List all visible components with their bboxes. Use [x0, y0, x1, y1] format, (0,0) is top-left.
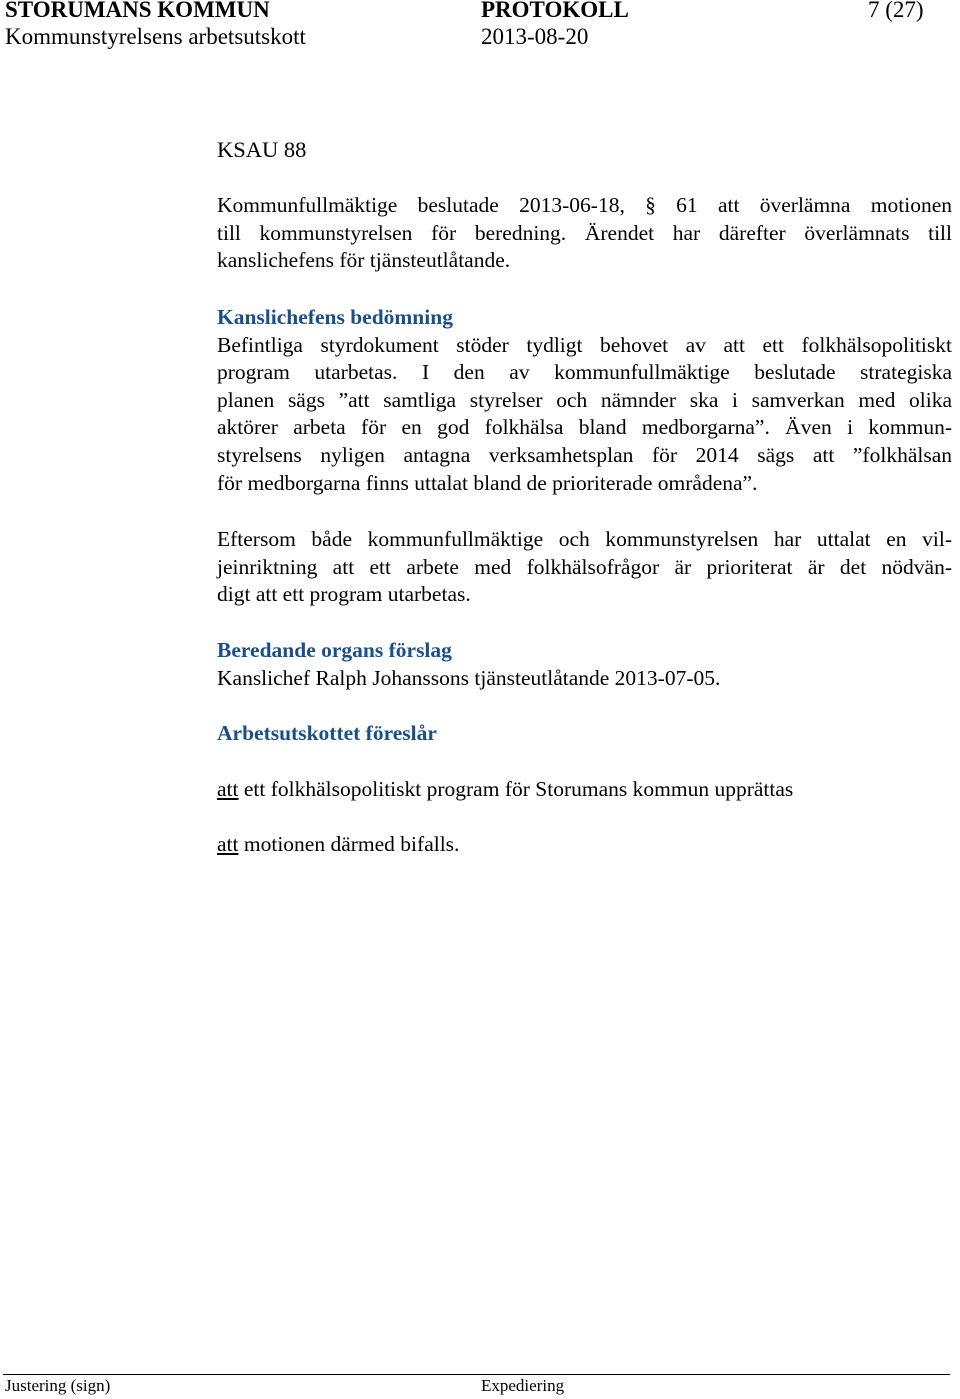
dispatch-label: Expediering	[481, 1376, 565, 1395]
proposal-text: Kanslichef Ralph Johanssons tjänsteutlåtande 2013-07-05.	[217, 665, 721, 690]
assessment-line: Befintliga styrdokument stöder tydligt behovet av att ett folkhälsopolitiskt	[217, 332, 952, 357]
committee-name: Kommunstyrelsens arbetsutskott	[5, 24, 306, 49]
intro-line: till kommunstyrelsen för beredning. Ärendet har därefter överlämnats till	[217, 220, 952, 245]
assessment-line: planen sägs ”att samtliga styrelser och nämnder ska i samverkan med olika	[217, 387, 952, 412]
assessment-section	[217, 304, 952, 497]
conclusion-paragraph	[217, 526, 952, 609]
intro-line: kanslichefens för tjänsteutlåtande.	[217, 248, 511, 273]
committee-heading: Arbetsutskottet föreslår	[217, 721, 437, 745]
intro-line: Kommunfullmäktige beslutade 2013-06-18, § 61 att överlämna motionen	[217, 193, 952, 217]
conclusion-line: Eftersom både kommunfullmäktige och kommunstyrelsen har uttalat en vil-	[217, 527, 952, 551]
signature-label: Justering (sign)	[5, 1376, 111, 1395]
conclusion-line: jeinriktning att ett arbete med folkhälsofrågor är prioriterat är det nödvän-	[217, 554, 952, 579]
assessment-heading: Kanslichefens bedömning	[217, 305, 453, 329]
decision-text: ett folkhälsopolitiskt program för Storumans kommun upprättas	[238, 777, 794, 801]
assessment-line: program utarbetas. I den av kommunfullmäktige beslutade strategiska	[217, 360, 952, 385]
organization-name: STORUMANS KOMMUN	[5, 0, 270, 22]
committee-section	[217, 720, 952, 748]
assessment-line: aktörer arbeta för en god folkhälsa bland medborgarna”. Även i kommun-	[217, 415, 952, 440]
decision-keyword: att	[217, 832, 239, 856]
conclusion-line: digt att ett program utarbetas.	[217, 582, 471, 607]
section-number: KSAU 88	[217, 137, 307, 162]
decision-item	[217, 776, 952, 804]
decision-keyword: att	[217, 777, 239, 801]
proposal-section	[217, 637, 952, 692]
decision-item	[217, 831, 952, 859]
footer-divider	[3, 1374, 950, 1375]
assessment-line: styrelsens nyligen antagna verksamhetsplan för 2014 sägs att ”folkhälsan	[217, 442, 952, 467]
intro-paragraph	[217, 192, 952, 275]
decision-text: motionen därmed bifalls.	[238, 832, 460, 856]
document-type: PROTOKOLL	[481, 0, 629, 22]
page-number: 7 (27)	[868, 0, 924, 22]
assessment-line: för medborgarna finns uttalat bland de prioriterade områdena”.	[217, 470, 758, 495]
meeting-date: 2013-08-20	[481, 24, 589, 49]
proposal-heading: Beredande organs förslag	[217, 638, 452, 662]
